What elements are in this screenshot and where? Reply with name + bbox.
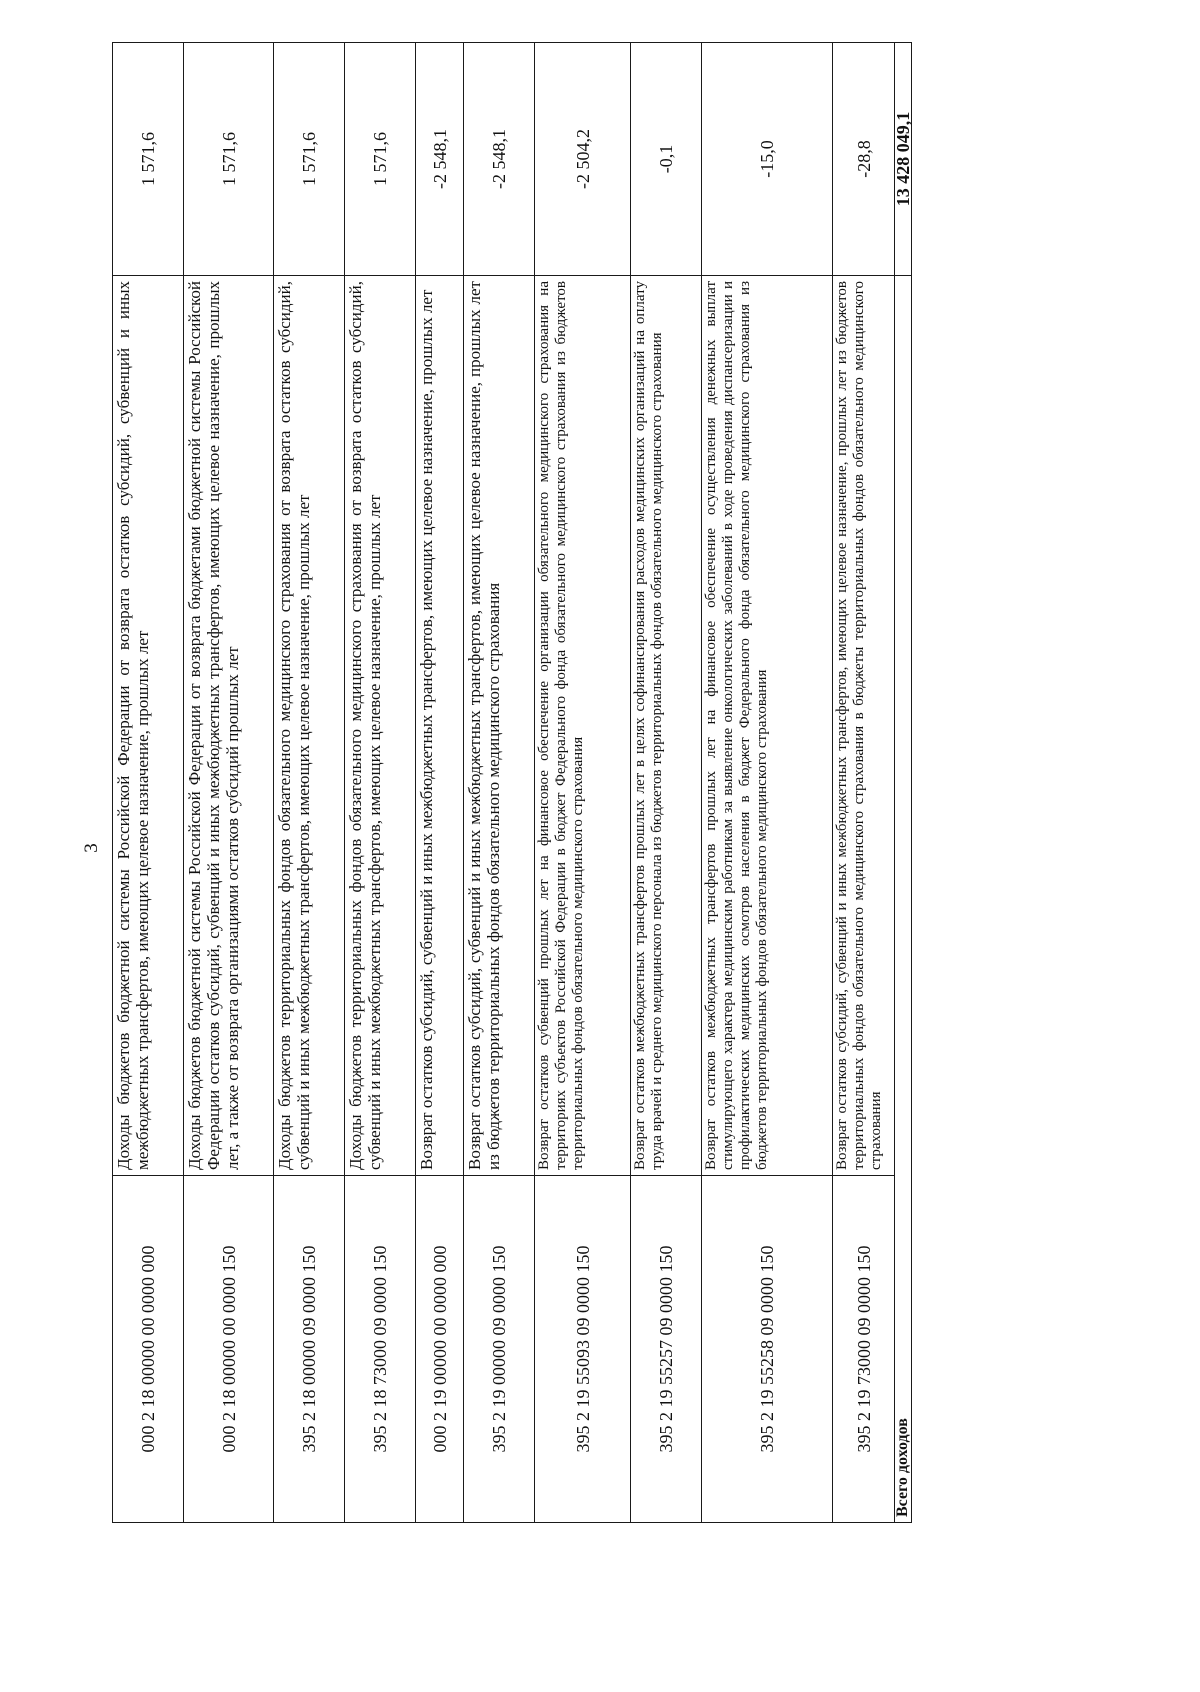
amount: 1 571,6	[345, 43, 416, 276]
amount: -2 504,2	[535, 43, 631, 276]
income-description: Возврат остатков субсидий, субвенций и иных межбюджетных трансфертов, имеющих целевое назначение, прошлых лет из бюджетов территориальных фондов обязательного медицинского страхования в бюджеты территориальных фондов обязательного медицинского страхования	[833, 276, 895, 1176]
budget-code: 000 2 18 00000 00 0000 150	[184, 1176, 274, 1523]
income-description: Доходы бюджетов территориальных фондов обязательного медицинского страхования от возврата остатков субсидий, субвенций и иных межбюджетных трансфертов, имеющих целевое назначение, прошлых лет	[274, 276, 345, 1176]
budget-code: 395 2 19 55257 09 0000 150	[631, 1176, 702, 1523]
table-row	[345, 43, 416, 1523]
table-row	[184, 43, 274, 1523]
amount: 1 571,6	[113, 43, 184, 276]
total-row	[895, 43, 912, 1523]
total-amount: 13 428 049,1	[895, 43, 912, 276]
table-row	[416, 43, 464, 1523]
table-row	[113, 43, 184, 1523]
table-row	[464, 43, 535, 1523]
income-description: Возврат остатков субсидий, субвенций и иных межбюджетных трансфертов, имеющих целевое назначение, прошлых лет из бюджетов территориальных фондов обязательного медицинского страхования	[464, 276, 535, 1176]
budget-code: 395 2 19 00000 09 0000 150	[464, 1176, 535, 1523]
income-description: Возврат остатков субсидий, субвенций и иных межбюджетных трансфертов, имеющих целевое назначение, прошлых лет	[416, 276, 464, 1176]
total-label: Всего доходов	[895, 276, 912, 1523]
budget-code: 000 2 18 00000 00 0000 000	[113, 1176, 184, 1523]
table-row	[702, 43, 833, 1523]
amount: 1 571,6	[274, 43, 345, 276]
rotated-table-wrapper	[112, 76, 913, 1523]
budget-code: 395 2 19 55258 09 0000 150	[702, 1176, 833, 1523]
income-description: Доходы бюджетов бюджетной системы Российской Федерации от возврата бюджетами бюджетной системы Российской Федерации остатков субсидий, субвенций и иных межбюджетных трансфертов, имеющих целевое назначение, прошлых лет, а также от возврата организациями остатков субсидий прошлых лет	[184, 276, 274, 1176]
budget-code: 000 2 19 00000 00 0000 000	[416, 1176, 464, 1523]
amount: -2 548,1	[464, 43, 535, 276]
table-row	[274, 43, 345, 1523]
income-table	[112, 42, 912, 1523]
table-row	[833, 43, 895, 1523]
amount: -28,8	[833, 43, 895, 276]
amount: 1 571,6	[184, 43, 274, 276]
budget-code: 395 2 19 55093 09 0000 150	[535, 1176, 631, 1523]
income-description: Доходы бюджетов бюджетной системы Российской Федерации от возврата остатков субсидий, субвенций и иных межбюджетных трансфертов, имеющих целевое назначение, прошлых лет	[113, 276, 184, 1176]
amount: -0,1	[631, 43, 702, 276]
income-description: Возврат остатков межбюджетных трансфертов прошлых лет в целях софинансирования расходов медицинских организаций на оплату труда врачей и среднего медицинского персонала из бюджетов территориальных фондов обязательного медицинского страхования	[631, 276, 702, 1176]
income-description: Возврат остатков субвенций прошлых лет на финансовое обеспечение организации обязательного медицинского страхования на территориях субъектов Российской Федерации в бюджет Федерального фонда обязательного медицинского страхования из бюджетов территориальных фондов обязательного медицинского страхования	[535, 276, 631, 1176]
budget-code: 395 2 18 73000 09 0000 150	[345, 1176, 416, 1523]
amount: -15,0	[702, 43, 833, 276]
income-description: Возврат остатков межбюджетных трансфертов прошлых лет на финансовое обеспечение осуществления денежных выплат стимулирующего характера медицинским работникам за выявление онкологических заболеваний в ходе проведения диспансеризации и профилактических медицинских осмотров населения в бюджет Федерального фонда обязательного медицинского страхования из бюджетов территориальных фондов обязательного медицинского страхования	[702, 276, 833, 1176]
page-number: 3	[81, 843, 102, 853]
amount: -2 548,1	[416, 43, 464, 276]
table-row	[535, 43, 631, 1523]
income-description: Доходы бюджетов территориальных фондов обязательного медицинского страхования от возврата остатков субсидий, субвенций и иных межбюджетных трансфертов, имеющих целевое назначение, прошлых лет	[345, 276, 416, 1176]
budget-code: 395 2 19 73000 09 0000 150	[833, 1176, 895, 1523]
table-row	[631, 43, 702, 1523]
budget-code: 395 2 18 00000 09 0000 150	[274, 1176, 345, 1523]
